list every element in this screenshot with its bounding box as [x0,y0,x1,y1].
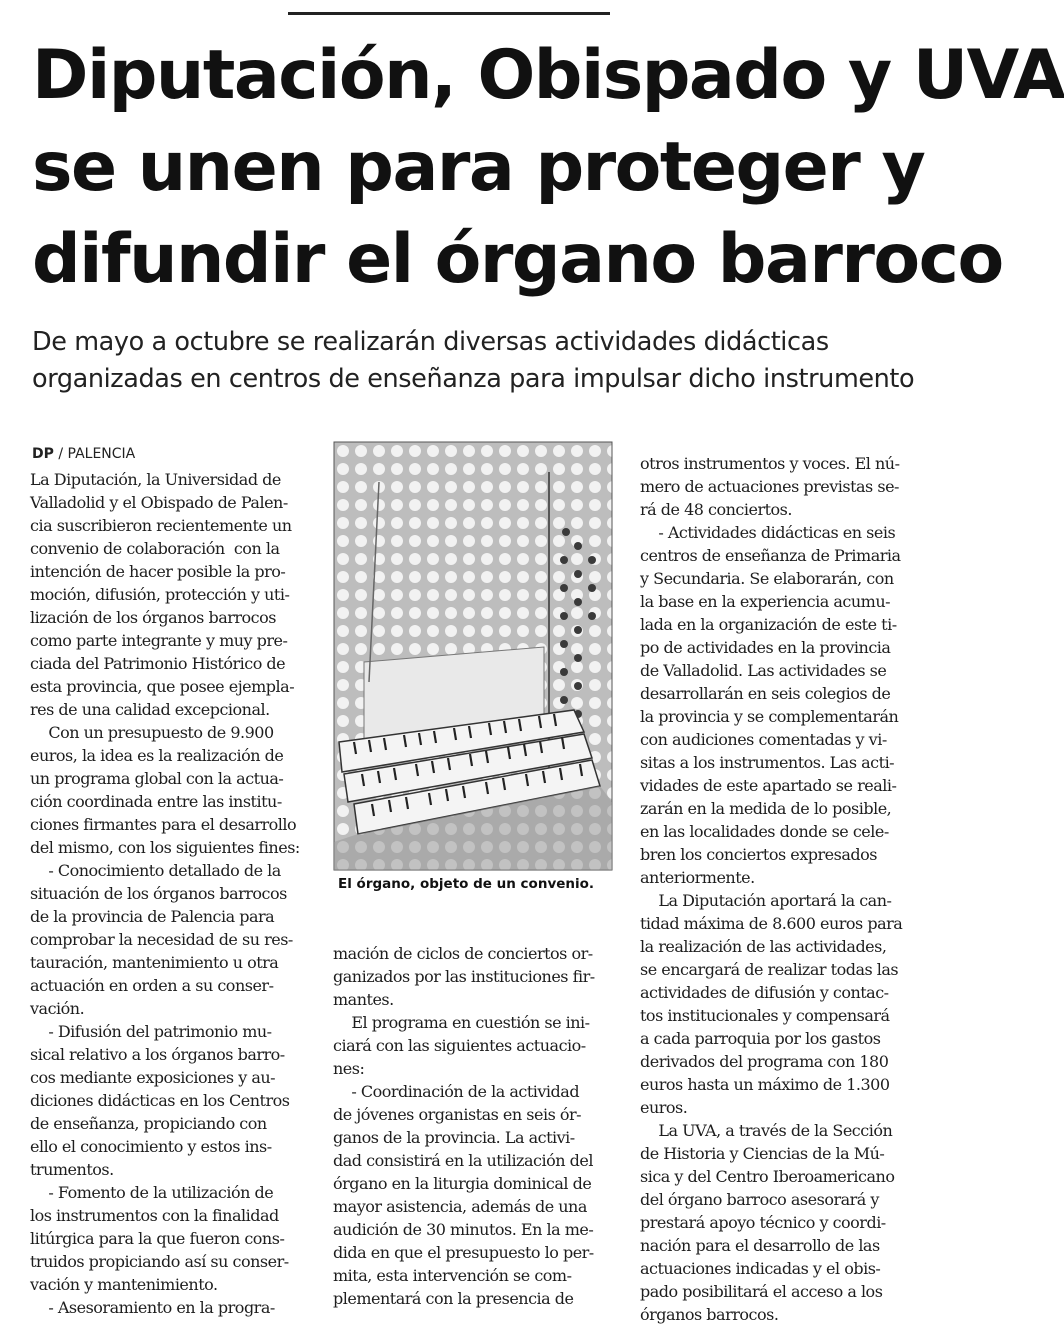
text-line: El programa en cuestión se ini- [333,1013,590,1032]
text-line: moción, difusión, protección y uti- [30,585,290,604]
byline-agency: DP [32,446,54,462]
text-line: diciones didácticas en los Centros [30,1091,290,1110]
text-line: centros de enseñanza de Primaria [640,546,901,565]
text-line: litúrgica para la que fueron cons- [30,1229,285,1248]
text-line: - Coordinación de la actividad [333,1082,580,1101]
text-line: euros. [640,1098,688,1117]
text-line: esta provincia, que posee ejempla- [30,677,295,696]
text-line: rá de 48 conciertos. [640,500,792,519]
text-line: res de una calidad excepcional. [30,700,270,719]
text-line: comprobar la necesidad de su res- [30,930,293,949]
text-line: - Fomento de la utilización de [30,1183,274,1202]
byline-place: PALENCIA [67,446,136,462]
text-line: sitas a los instrumentos. Las acti- [640,753,895,772]
text-line: actuación en orden a su conser- [30,976,274,995]
text-line: la realización de las actividades, [640,937,887,956]
text-line: de la provincia de Palencia para [30,907,275,926]
text-line: bren los conciertos expresados [640,845,877,864]
text-line: la base en la experiencia acumu- [640,592,891,611]
text-line: mantes. [333,990,394,1009]
text-line: vación y mantenimiento. [30,1275,218,1294]
text-line: de Historia y Ciencias de la Mú- [640,1144,885,1163]
text-line: como parte integrante y muy pre- [30,631,288,650]
text-line: con audiciones comentadas y vi- [640,730,887,749]
text-line: a cada parroquia por los gastos [640,1029,881,1048]
text-line: trumentos. [30,1160,114,1179]
text-line: euros hasta un máximo de 1.300 [640,1075,890,1094]
byline-separator: / [53,446,68,462]
text-line: la provincia y se complementarán [640,707,899,726]
text-line: convenio de colaboración con la [30,539,280,558]
text-line: sical relativo a los órganos barro- [30,1045,285,1064]
text-line: La UVA, a través de la Sección [640,1121,893,1140]
text-line: actividades de difusión y contac- [640,983,889,1002]
article-column-3 [640,452,918,1326]
text-line: se encargará de realizar todas las [640,960,899,979]
text-line: mero de actuaciones previstas se- [640,477,899,496]
text-line: cos mediante exposiciones y au- [30,1068,276,1087]
headline-line-1: Diputación, Obispado y UVA [32,36,1064,115]
article-column-1 [30,468,312,1319]
text-line: sica y del Centro Iberoamericano [640,1167,895,1186]
text-line: - Conocimiento detallado de la [30,861,281,880]
text-line: órgano en la liturgia dominical de [333,1174,592,1193]
text-line: intención de hacer posible la pro- [30,562,286,581]
text-line: un programa global con la actua- [30,769,284,788]
text-line: cia suscribieron recientemente un [30,516,292,535]
headline-line-2: se unen para proteger y [32,128,925,207]
text-line: La Diputación, la Universidad de [30,470,281,489]
text-line: plementará con la presencia de [333,1289,574,1308]
text-line: - Asesoramiento en la progra- [30,1298,275,1317]
text-line: truidos propiciando así su conser- [30,1252,289,1271]
text-line: nación para el desarrollo de las [640,1236,880,1255]
text-line: anteriormente. [640,868,755,887]
text-line: zarán en la medida de lo posible, [640,799,892,818]
headline [32,30,1064,306]
text-line: derivados del programa con 180 [640,1052,889,1071]
article-column-2 [333,942,613,1310]
text-line: vación. [30,999,85,1018]
text-line: ciará con las siguientes actuacio- [333,1036,586,1055]
top-rule [288,12,610,15]
text-line: ganizados por las instituciones fir- [333,967,595,986]
text-line: nes: [333,1059,365,1078]
byline [32,446,135,462]
text-line: euros, la idea es la realización de [30,746,284,765]
text-line: - Difusión del patrimonio mu- [30,1022,272,1041]
text-line: po de actividades en la provincia [640,638,891,657]
text-line: y Secundaria. Se elaborarán, con [640,569,894,588]
text-line: La Diputación aportará la can- [640,891,892,910]
text-line: lización de los órganos barrocos [30,608,276,627]
text-line: Con un presupuesto de 9.900 [30,723,274,742]
text-line: ciada del Patrimonio Histórico de [30,654,286,673]
photo-caption: El órgano, objeto de un convenio. [338,876,595,892]
text-line: órganos barrocos. [640,1305,779,1324]
text-line: otros instrumentos y voces. El nú- [640,454,900,473]
subheadline-line-2: organizadas en centros de enseñanza para impulsar dicho instrumento [32,364,915,394]
text-line: ello el conocimiento y estos ins- [30,1137,272,1156]
text-line: los instrumentos con la finalidad [30,1206,279,1225]
text-line: tos institucionales y compensará [640,1006,890,1025]
text-line: Valladolid y el Obispado de Palen- [30,493,288,512]
headline-line-3: difundir el órgano barroco [32,220,1003,299]
text-line: desarrollarán en seis colegios de [640,684,891,703]
text-line: mita, esta intervención se com- [333,1266,572,1285]
text-line: situación de los órganos barrocos [30,884,287,903]
text-line: tidad máxima de 8.600 euros para [640,914,903,933]
text-line: audición de 30 minutos. En la me- [333,1220,594,1239]
text-line: de Valladolid. Las actividades se [640,661,887,680]
text-line: de jóvenes organistas en seis ór- [333,1105,582,1124]
text-line: prestará apoyo técnico y coordi- [640,1213,886,1232]
text-line: en las localidades donde se cele- [640,822,889,841]
text-line: ción coordinada entre las institu- [30,792,282,811]
subheadline-line-1: De mayo a octubre se realizarán diversas actividades didácticas [32,327,829,357]
text-line: ganos de la provincia. La activi- [333,1128,575,1147]
text-line: ciones firmantes para el desarrollo [30,815,297,834]
text-line: dad consistirá en la utilización del [333,1151,593,1170]
text-line: lada en la organización de este ti- [640,615,897,634]
text-line: vidades de este apartado se reali- [640,776,897,795]
organ-keyboard-image [334,442,612,870]
text-line: mayor asistencia, además de una [333,1197,587,1216]
text-line: pado posibilitará el acceso a los [640,1282,883,1301]
text-line: del mismo, con los siguientes fines: [30,838,300,857]
organ-photo [334,442,612,870]
text-line: mación de ciclos de conciertos or- [333,944,593,963]
text-line: del órgano barroco asesorará y [640,1190,879,1209]
text-line: actuaciones indicadas y el obis- [640,1259,881,1278]
text-line: - Actividades didácticas en seis [640,523,896,542]
text-line: dida en que el presupuesto lo per- [333,1243,594,1262]
subheadline [32,324,927,398]
text-line: tauración, mantenimiento u otra [30,953,279,972]
text-line: de enseñanza, propiciando con [30,1114,267,1133]
